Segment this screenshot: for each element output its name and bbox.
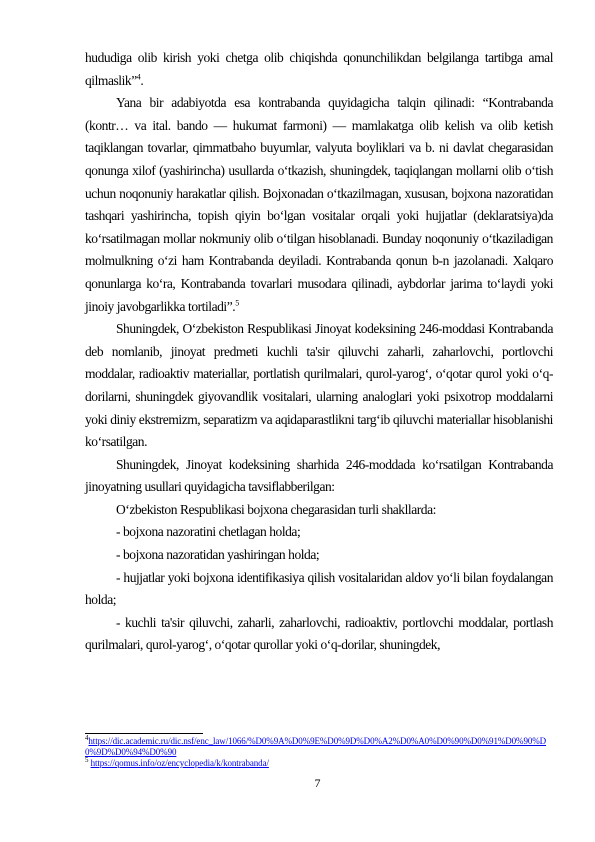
footnote-link[interactable]: https://dic.academic.ru/dic.nsf/enc_law/1066/%D0%9A%D0%9E%D0%9D%D0%A2%D0%A0%D0%90%D0%91%D0%90%D0%9D%D0%94%D0%90 xyxy=(85,736,547,757)
list-item: - bojxona nazoratini chetlagan holda; xyxy=(116,524,301,540)
footnote-mark: 4 xyxy=(85,734,89,742)
paragraph-list-intro: O‘zbekiston Respublikasi bojxona chegarasidan turli shakllarda: xyxy=(116,501,436,517)
list-item: - bojxona nazoratidan yashiringan holda; xyxy=(116,547,320,563)
paragraph-kontrabanda-definition: Yana bir adabiyotda esa kontrabanda quyidagicha talqin qilinadi: “Kontrabanda (kontr… va ital. bando — hukumat farmoni) — mamlakatga olib kelish va olib ketish taqiklangan tovarlar, qimmatbaho buyumlar, valyuta boyliklari va b. ni davlat chegarasidan qonunga xilof (yashirincha) usullarda oʻtkazish, shuningdek, taqiqlangan mollarni olib oʻtish uchun noqonuniy harakatlar qilish. Bojxonadan oʻtkazilmagan, xususan, bojxona nazoratidan tashqari yashirincha, topish qiyin boʻlgan vositalar orqali yoki hujjatlar (deklaratsiya)da koʻrsatilmagan mollar nokmuniy olib oʻtilgan hisoblanadi. Bunday noqonuniy oʻtkaziladigan molmulkning oʻzi ham Kontrabanda deyiladi. Kontrabanda qonun b-n jazolanadi. Xalqaro qonunlarga koʻra, Kontrabanda tovarlari musodara qilinadi, aybdorlar jarima toʻlaydi yoki jinoiy javobgarlikka tortiladi”.$^5$ xyxy=(85,95,553,314)
paragraph-commentary: Shuningdek, Jinoyat kodeksining sharhida 246-moddada ko‘rsatilgan Kontrabanda jinoyatning usullari quyidagicha tavsiflabberilgan: xyxy=(85,456,553,495)
list-item: - hujjatlar yoki bojxona identifikasiya qilish vositalaridan aldov yo‘li bilan foydalangan holda; xyxy=(85,569,553,608)
list-item: - kuchli ta'sir qiluvchi, zaharli, zaharlovchi, radioaktiv, portlovchi moddalar, portlash qurilmalari, qurol-yarog‘, o‘qotar qurollar yoki o‘q-dorilar, shuningdek, xyxy=(85,614,553,653)
paragraph-criminal-code-246: Shuningdek, O‘zbekiston Respublikasi Jinoyat kodeksining 246-moddasi Kontrabanda deb nomlanib, jinoyat predmeti kuchli ta'sir qiluvchi zaharli, zaharlovchi, portlovchi moddalar, radioaktiv materiallar, portlatish qurilmalari, qurol-yarog‘, o‘qotar qurol yoki o‘q-dorilarni, shuningdek giyovandlik vositalari, ularning analoglari yoki psixotrop moddalarni yoki diniy ekstremizm, separatizm va aqidaparastlikni targ‘ib qiluvchi materiallar hisoblanishi ko‘rsatilgan. xyxy=(85,321,553,450)
footnote-ref-4[interactable]: 4 xyxy=(136,72,141,82)
footnote-link[interactable]: https://qomus.info/oz/encyclopedia/k/kontrabanda/ xyxy=(90,758,269,768)
footnote-separator xyxy=(85,733,203,734)
footnotes xyxy=(85,736,555,769)
paragraph-continuation: hududiga olib kirish yoki chetga olib chiqishda qonunchilikdan belgilanga tartibga amal qilmaslik”$^4$. xyxy=(85,50,553,88)
footnote-ref-5[interactable]: 5 xyxy=(235,298,239,308)
body-text xyxy=(85,47,553,657)
page-number: 7 xyxy=(314,776,321,790)
footnote-5 xyxy=(85,758,555,769)
footnote-4 xyxy=(85,736,555,758)
footnote-mark: 5 xyxy=(85,756,89,764)
